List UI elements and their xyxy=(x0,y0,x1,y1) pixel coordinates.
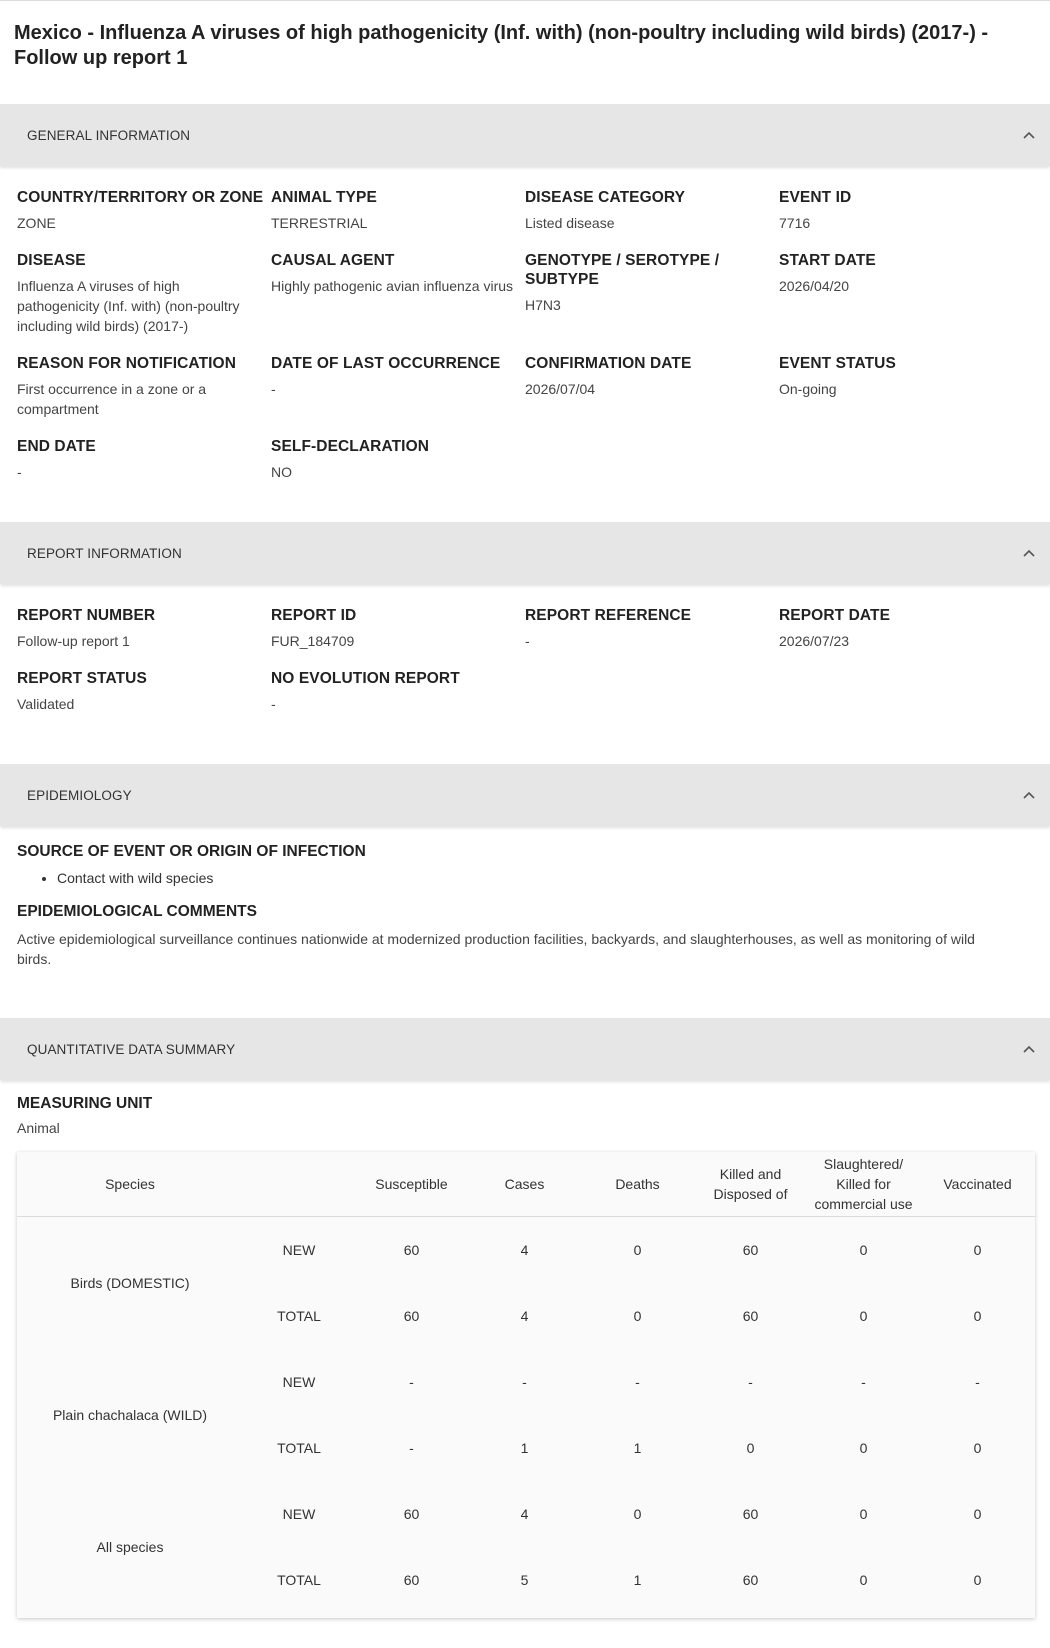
field-label: START DATE xyxy=(779,252,876,269)
field-value: First occurrence in a zone or a compartment xyxy=(17,381,207,417)
value-cell: 60 xyxy=(742,1505,759,1522)
value-cell: 60 xyxy=(403,1307,420,1324)
epidemiology-body xyxy=(0,826,1050,1018)
column-header-label: Species xyxy=(105,1176,155,1192)
section-header-label: REPORT INFORMATION xyxy=(27,545,182,561)
value-cell: 60 xyxy=(742,1307,759,1324)
table-row xyxy=(17,1349,1035,1415)
field-label: CONFIRMATION DATE xyxy=(525,355,692,372)
report-information-body xyxy=(0,584,1050,764)
epidemiological-comments-label: EPIDEMIOLOGICAL COMMENTS xyxy=(17,903,257,920)
value-cell: 0 xyxy=(859,1439,868,1456)
field-value: On-going xyxy=(779,381,837,397)
field-label: CAUSAL AGENT xyxy=(271,252,395,269)
row-type-cell: NEW xyxy=(282,1505,316,1522)
table-row xyxy=(17,1481,1035,1547)
field-label: SELF-DECLARATION xyxy=(271,438,430,455)
field-label: DISEASE CATEGORY xyxy=(525,189,686,206)
value-cell: 0 xyxy=(859,1505,868,1522)
value-cell: - xyxy=(409,1373,414,1390)
chevron-up-icon[interactable] xyxy=(1022,546,1036,560)
table-row xyxy=(17,1217,1035,1283)
value-cell: 0 xyxy=(746,1439,755,1456)
field-label: REPORT STATUS xyxy=(17,670,147,687)
field-event-status xyxy=(779,354,1033,419)
value-cell: 60 xyxy=(742,1241,759,1258)
field-country-territory-or-zone xyxy=(17,188,271,233)
chevron-up-icon[interactable] xyxy=(1022,128,1036,142)
column-header-cases xyxy=(468,1152,581,1217)
row-type-cell: TOTAL xyxy=(277,1439,321,1456)
value-cell: 0 xyxy=(633,1307,642,1324)
value-cell: 0 xyxy=(973,1241,982,1258)
field-value: - xyxy=(17,464,22,480)
field-label: REPORT REFERENCE xyxy=(525,607,692,624)
value-cell: 60 xyxy=(403,1241,420,1258)
field-report-status xyxy=(17,669,271,714)
column-header-label: Deaths xyxy=(615,1176,660,1192)
field-value: 2026/07/04 xyxy=(525,381,596,397)
field-report-id xyxy=(271,606,525,651)
field-value: Listed disease xyxy=(525,215,615,231)
section-header-report[interactable] xyxy=(0,522,1050,584)
field-value: Validated xyxy=(17,696,75,712)
species-cell: Birds (DOMESTIC) xyxy=(70,1274,190,1291)
field-report-reference xyxy=(525,606,779,651)
general-fields-grid xyxy=(0,188,1050,500)
field-label: REPORT DATE xyxy=(779,607,891,624)
value-cell: 1 xyxy=(633,1571,642,1588)
section-header-label: EPIDEMIOLOGY xyxy=(27,787,132,803)
value-cell: 0 xyxy=(973,1439,982,1456)
measuring-unit-value: Animal xyxy=(17,1120,60,1136)
field-value: Highly pathogenic avian influenza virus xyxy=(271,278,514,294)
field-disease-category xyxy=(525,188,779,233)
field-disease xyxy=(17,251,271,336)
chevron-up-icon[interactable] xyxy=(1022,1042,1036,1056)
value-cell: - xyxy=(861,1373,866,1390)
column-header-label: Cases xyxy=(504,1176,545,1192)
section-header-label: QUANTITATIVE DATA SUMMARY xyxy=(27,1041,236,1057)
column-header-killed-and-disposed-of xyxy=(694,1152,807,1217)
table-header-row xyxy=(17,1152,1035,1217)
field-label: REPORT ID xyxy=(271,607,357,624)
field-value: FUR_184709 xyxy=(271,633,355,649)
field-animal-type xyxy=(271,188,525,233)
column-header-label: Vaccinated xyxy=(943,1176,1012,1192)
field-reason-for-notification xyxy=(17,354,271,419)
field-label: COUNTRY/TERRITORY OR ZONE xyxy=(17,189,264,206)
field-value: 2026/04/20 xyxy=(779,278,850,294)
field-label: NO EVOLUTION REPORT xyxy=(271,670,460,687)
field-value: - xyxy=(525,633,530,649)
section-header-general[interactable] xyxy=(0,104,1050,166)
value-cell: - xyxy=(635,1373,640,1390)
report-fields-grid xyxy=(0,606,1050,732)
field-causal-agent xyxy=(271,251,525,336)
field-confirmation-date xyxy=(525,354,779,419)
field-event-id xyxy=(779,188,1033,233)
field-value: H7N3 xyxy=(525,297,561,313)
field-report-number xyxy=(17,606,271,651)
field-end-date xyxy=(17,437,271,482)
value-cell: 0 xyxy=(973,1307,982,1324)
field-label: ANIMAL TYPE xyxy=(271,189,377,206)
field-label: EVENT ID xyxy=(779,189,852,206)
field-self-declaration xyxy=(271,437,525,482)
value-cell: 0 xyxy=(859,1241,868,1258)
field-value: TERRESTRIAL xyxy=(271,215,368,231)
field-label: REPORT NUMBER xyxy=(17,607,156,624)
field-report-date xyxy=(779,606,1033,651)
value-cell: 4 xyxy=(520,1241,529,1258)
row-type-cell: NEW xyxy=(282,1373,316,1390)
value-cell: 1 xyxy=(633,1439,642,1456)
value-cell: 60 xyxy=(403,1571,420,1588)
species-cell: Plain chachalaca (WILD) xyxy=(52,1406,208,1423)
column-header-deaths xyxy=(581,1152,694,1217)
quantitative-body xyxy=(0,1080,1050,1618)
value-cell: 0 xyxy=(633,1241,642,1258)
field-value: - xyxy=(271,381,276,397)
list-item: • Contact with wild species xyxy=(57,868,1033,888)
field-label: EVENT STATUS xyxy=(779,355,896,372)
value-cell: 4 xyxy=(520,1307,529,1324)
field-value: 7716 xyxy=(779,215,811,231)
field-value: ZONE xyxy=(17,215,56,231)
value-cell: 4 xyxy=(520,1505,529,1522)
value-cell: 0 xyxy=(973,1571,982,1588)
source-of-event-label: SOURCE OF EVENT OR ORIGIN OF INFECTION xyxy=(17,843,366,860)
column-header-susceptible xyxy=(355,1152,468,1217)
column-header-measure xyxy=(243,1152,355,1217)
row-type-cell: TOTAL xyxy=(277,1307,321,1324)
value-cell: - xyxy=(975,1373,980,1390)
row-type-cell: TOTAL xyxy=(277,1571,321,1588)
table-body xyxy=(17,1217,1035,1613)
field-date-of-last-occurrence xyxy=(271,354,525,419)
section-header-epidemiology[interactable] xyxy=(0,764,1050,826)
column-header-label: Susceptible xyxy=(375,1176,448,1192)
section-header-label: GENERAL INFORMATION xyxy=(27,127,191,143)
field-label: DISEASE xyxy=(17,252,86,269)
value-cell: 0 xyxy=(859,1307,868,1324)
quantitative-table-card xyxy=(17,1152,1035,1618)
epidemiological-comments-text: Active epidemiological surveillance continues nationwide at modernized production facilities, backyards, and slaughterhouses, as well as monitoring of wild birds. xyxy=(17,931,975,967)
column-header-label: Slaughtered/ Killed for commercial use xyxy=(814,1156,913,1212)
field-value: 2026/07/23 xyxy=(779,633,850,649)
row-type-cell: NEW xyxy=(282,1241,316,1258)
value-cell: 0 xyxy=(859,1571,868,1588)
section-header-quantitative[interactable] xyxy=(0,1018,1050,1080)
field-value: Influenza A viruses of high pathogenicity (Inf. with) (non-poultry including wild birds) (2017-) xyxy=(17,278,240,334)
field-label: END DATE xyxy=(17,438,96,455)
value-cell: 0 xyxy=(633,1505,642,1522)
value-cell: - xyxy=(522,1373,527,1390)
quantitative-table xyxy=(17,1152,1035,1613)
field-genotype-serotype-subtype xyxy=(525,251,779,336)
field-label: REASON FOR NOTIFICATION xyxy=(17,355,237,372)
value-cell: 1 xyxy=(520,1439,529,1456)
field-label: DATE OF LAST OCCURRENCE xyxy=(271,355,501,372)
field-value: NO xyxy=(271,464,292,480)
field-start-date xyxy=(779,251,1033,336)
source-list xyxy=(17,868,1033,888)
column-header-vaccinated xyxy=(920,1152,1035,1217)
value-cell: 5 xyxy=(520,1571,529,1588)
column-header-species xyxy=(17,1152,243,1217)
value-cell: - xyxy=(409,1439,414,1456)
field-label: GENOTYPE / SEROTYPE / SUBTYPE xyxy=(525,252,720,288)
column-header-slaughtered-killed-for-commercial-use xyxy=(807,1152,920,1217)
field-no-evolution-report xyxy=(271,669,525,714)
measuring-unit-label: MEASURING UNIT xyxy=(17,1095,153,1112)
field-value: - xyxy=(271,696,276,712)
value-cell: - xyxy=(748,1373,753,1390)
column-header-label: Killed and Disposed of xyxy=(713,1166,788,1202)
page-title: Mexico - Influenza A viruses of high pathogenicity (Inf. with) (non-poultry including wild birds) (2017-) - Follow up report 1 xyxy=(0,0,1050,104)
field-value: Follow-up report 1 xyxy=(17,633,130,649)
general-information-body xyxy=(0,166,1050,522)
species-cell: All species xyxy=(96,1538,164,1555)
chevron-up-icon[interactable] xyxy=(1022,788,1036,802)
value-cell: 60 xyxy=(742,1571,759,1588)
value-cell: 60 xyxy=(403,1505,420,1522)
value-cell: 0 xyxy=(973,1505,982,1522)
